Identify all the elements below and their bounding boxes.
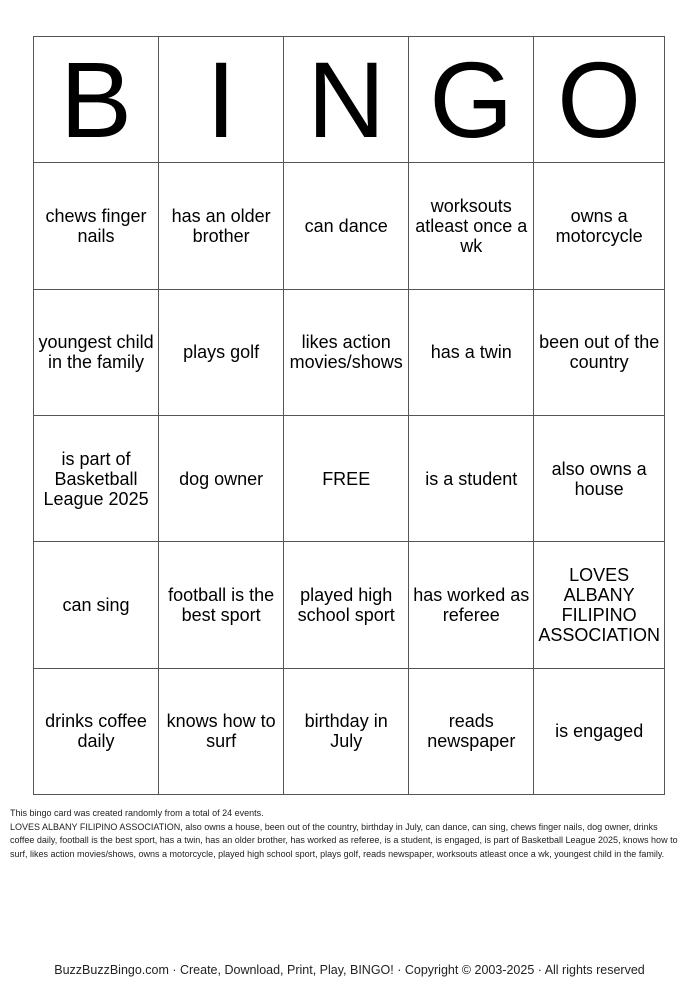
header-letter-g: G: [409, 37, 534, 163]
bingo-square: reads newspaper: [409, 669, 534, 795]
header-letter-o: O: [534, 37, 665, 163]
header-letter-i: I: [159, 37, 284, 163]
bingo-square: been out of the country: [534, 290, 665, 416]
bingo-square: is part of Basketball League 2025: [34, 416, 159, 542]
bingo-square: worksouts atleast once a wk: [409, 163, 534, 289]
card-summary: This bingo card was created randomly from a total of 24 events.: [10, 808, 264, 818]
bingo-square: also owns a house: [534, 416, 665, 542]
events-list: LOVES ALBANY FILIPINO ASSOCIATION, also owns a house, been out of the country, birthday in July, can dance, can sing, chews finger nails, dog owner, drinks coffee daily, football is the best sport, has a twin, has an older brother, has worked as referee, is a student, is engaged, is part of Basketball League 2025, knows how to surf, likes action movies/shows, owns a motorcycle, played high school sport, plays golf, reads newspaper, worksouts atleast once a wk, youngest child in the family.: [10, 821, 678, 859]
bingo-square: owns a motorcycle: [534, 163, 665, 289]
bingo-square: likes action movies/shows: [284, 290, 409, 416]
header-letter-b: B: [34, 37, 159, 163]
bingo-square: dog owner: [159, 416, 284, 542]
bingo-square: LOVES ALBANY FILIPINO ASSOCIATION: [534, 542, 665, 668]
bingo-square: football is the best sport: [159, 542, 284, 668]
bingo-square: can dance: [284, 163, 409, 289]
bingo-square: can sing: [34, 542, 159, 668]
bingo-card: [33, 36, 665, 795]
bingo-square: is engaged: [534, 669, 665, 795]
card-info: [10, 807, 680, 861]
bingo-square: chews finger nails: [34, 163, 159, 289]
bingo-square: plays golf: [159, 290, 284, 416]
bingo-square: played high school sport: [284, 542, 409, 668]
bingo-square: youngest child in the family: [34, 290, 159, 416]
bingo-square: knows how to surf: [159, 669, 284, 795]
bingo-square: has an older brother: [159, 163, 284, 289]
bingo-square: has worked as referee: [409, 542, 534, 668]
bingo-square: drinks coffee daily: [34, 669, 159, 795]
bingo-square: is a student: [409, 416, 534, 542]
bingo-square: has a twin: [409, 290, 534, 416]
header-letter-n: N: [284, 37, 409, 163]
bingo-square: birthday in July: [284, 669, 409, 795]
footer: BuzzBuzzBingo.com · Create, Download, Print, Play, BINGO! · Copyright © 2003-2025 · All rights reserved: [54, 963, 645, 977]
free-square: FREE: [284, 416, 409, 542]
